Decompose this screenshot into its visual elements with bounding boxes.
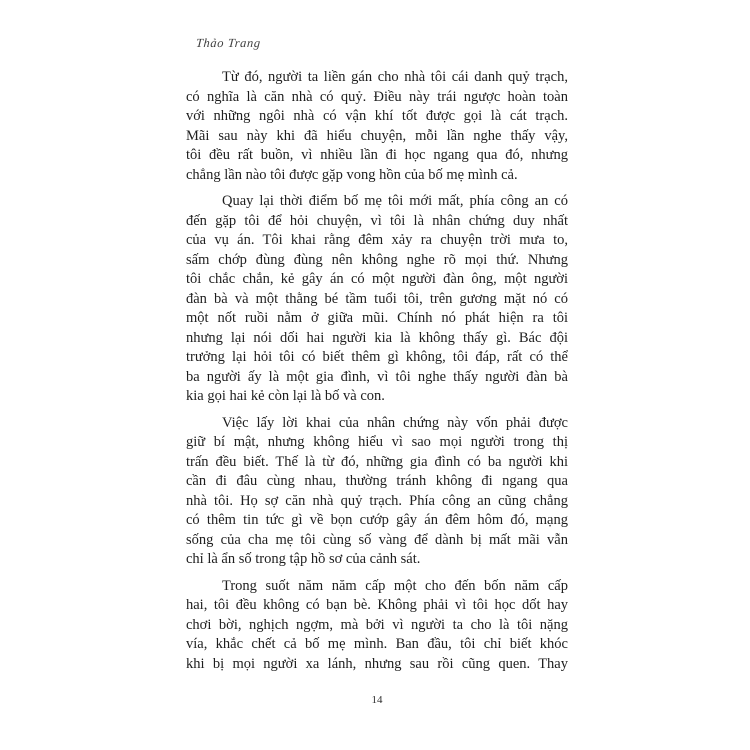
text-line: sống của cha mẹ tôi cùng số vàng để dành bị mất mãi vẫn xyxy=(186,531,568,548)
text-line: kia gọi hai kẻ còn lại là bố và con. xyxy=(186,388,385,404)
running-header-author: Thảo Trang xyxy=(195,36,262,50)
text-line: chơi bời, nghịch ngợm, mà bởi vì người ta cho là tôi nặng xyxy=(186,616,568,633)
text-line: đến gặp tôi để hỏi chuyện, vì tôi là nhân chứng duy nhất xyxy=(186,212,568,229)
text-line: chỉ là ẩn số trong tập hồ sơ của cảnh sát. xyxy=(186,551,421,567)
page-number: 14 xyxy=(371,694,383,706)
paragraph xyxy=(186,192,568,407)
text-line: giữ bí mật, nhưng không hiểu vì sao mọi người trong thị xyxy=(186,434,568,450)
paragraph xyxy=(186,68,568,185)
paragraph xyxy=(186,577,568,675)
text-line: tôi chắc chắn, kẻ gây án có một người đàn ông, một người xyxy=(186,271,568,287)
text-line: tôi đều rất buồn, vì nhiều lần đi học ngang qua đó, nhưng xyxy=(186,147,568,163)
text-line: một nốt ruồi nằm ở giữa mũi. Chính nó phát hiện ra tôi xyxy=(186,310,568,326)
text-line: có thêm tin tức gì về bọn cướp gây án đêm hôm đó, mạng xyxy=(186,512,568,528)
text-line: nhà tôi. Họ sợ căn nhà quỷ trạch. Phía công an cũng chẳng xyxy=(186,492,568,509)
text-line: trấn đều biết. Thế là từ đó, những gia đình có ba người khi xyxy=(186,453,568,470)
paragraph xyxy=(186,414,568,570)
text-line: với những ngôi nhà có vận khí tốt được gọi là cát trạch. xyxy=(186,108,568,124)
text-line: của vụ án. Tôi khai rằng đêm xảy ra chuyện trời mưa to, xyxy=(186,232,568,248)
text-line: Trong suốt năm năm cấp một cho đến bốn năm cấp xyxy=(222,577,568,594)
text-line: trưởng lại hỏi tôi có biết thêm gì không, tôi đáp, rất có thể xyxy=(186,349,568,365)
text-line: ba người ấy là một gia đình, vì tôi nghe thấy người đàn bà xyxy=(186,368,568,385)
text-line: sấm chớp đùng đùng nên không nghe rõ mọi thứ. Nhưng xyxy=(186,251,568,268)
text-line: vía, khắc chết cả bố mẹ mình. Ban đầu, tôi chỉ biết khóc xyxy=(186,636,568,652)
text-line: cần đi đâu cùng nhau, thường tránh không đi ngang qua xyxy=(186,473,568,489)
text-line: hai, tôi đều không có bạn bè. Không phải vì tôi học dốt hay xyxy=(186,597,568,613)
text-line: Mãi sau này khi đã hiểu chuyện, mỗi lần nghe thấy vậy, xyxy=(186,127,568,144)
text-line: Việc lấy lời khai của nhân chứng này vốn phải được xyxy=(222,414,568,431)
text-line: có nghĩa là căn nhà có quỷ. Điều này trái ngược hoàn toàn xyxy=(186,88,568,105)
text-line: chẳng lần nào tôi được gặp vong hồn của bố mẹ mình cả. xyxy=(186,166,518,183)
text-line: khi bị mọi người xa lánh, nhưng sau rồi cũng quen. Thay xyxy=(186,655,568,672)
text-line: đàn bà và một thằng bé tầm tuổi tôi, trên gương mặt nó có xyxy=(186,290,568,307)
text-block xyxy=(186,68,568,681)
text-line: nhưng lại nói dối hai người kia là không thấy gì. Bác đội xyxy=(186,329,568,346)
text-line: Từ đó, người ta liền gán cho nhà tôi cái danh quỷ trạch, xyxy=(222,69,568,85)
text-line: Quay lại thời điểm bố mẹ tôi mới mất, phía công an có xyxy=(222,193,568,209)
